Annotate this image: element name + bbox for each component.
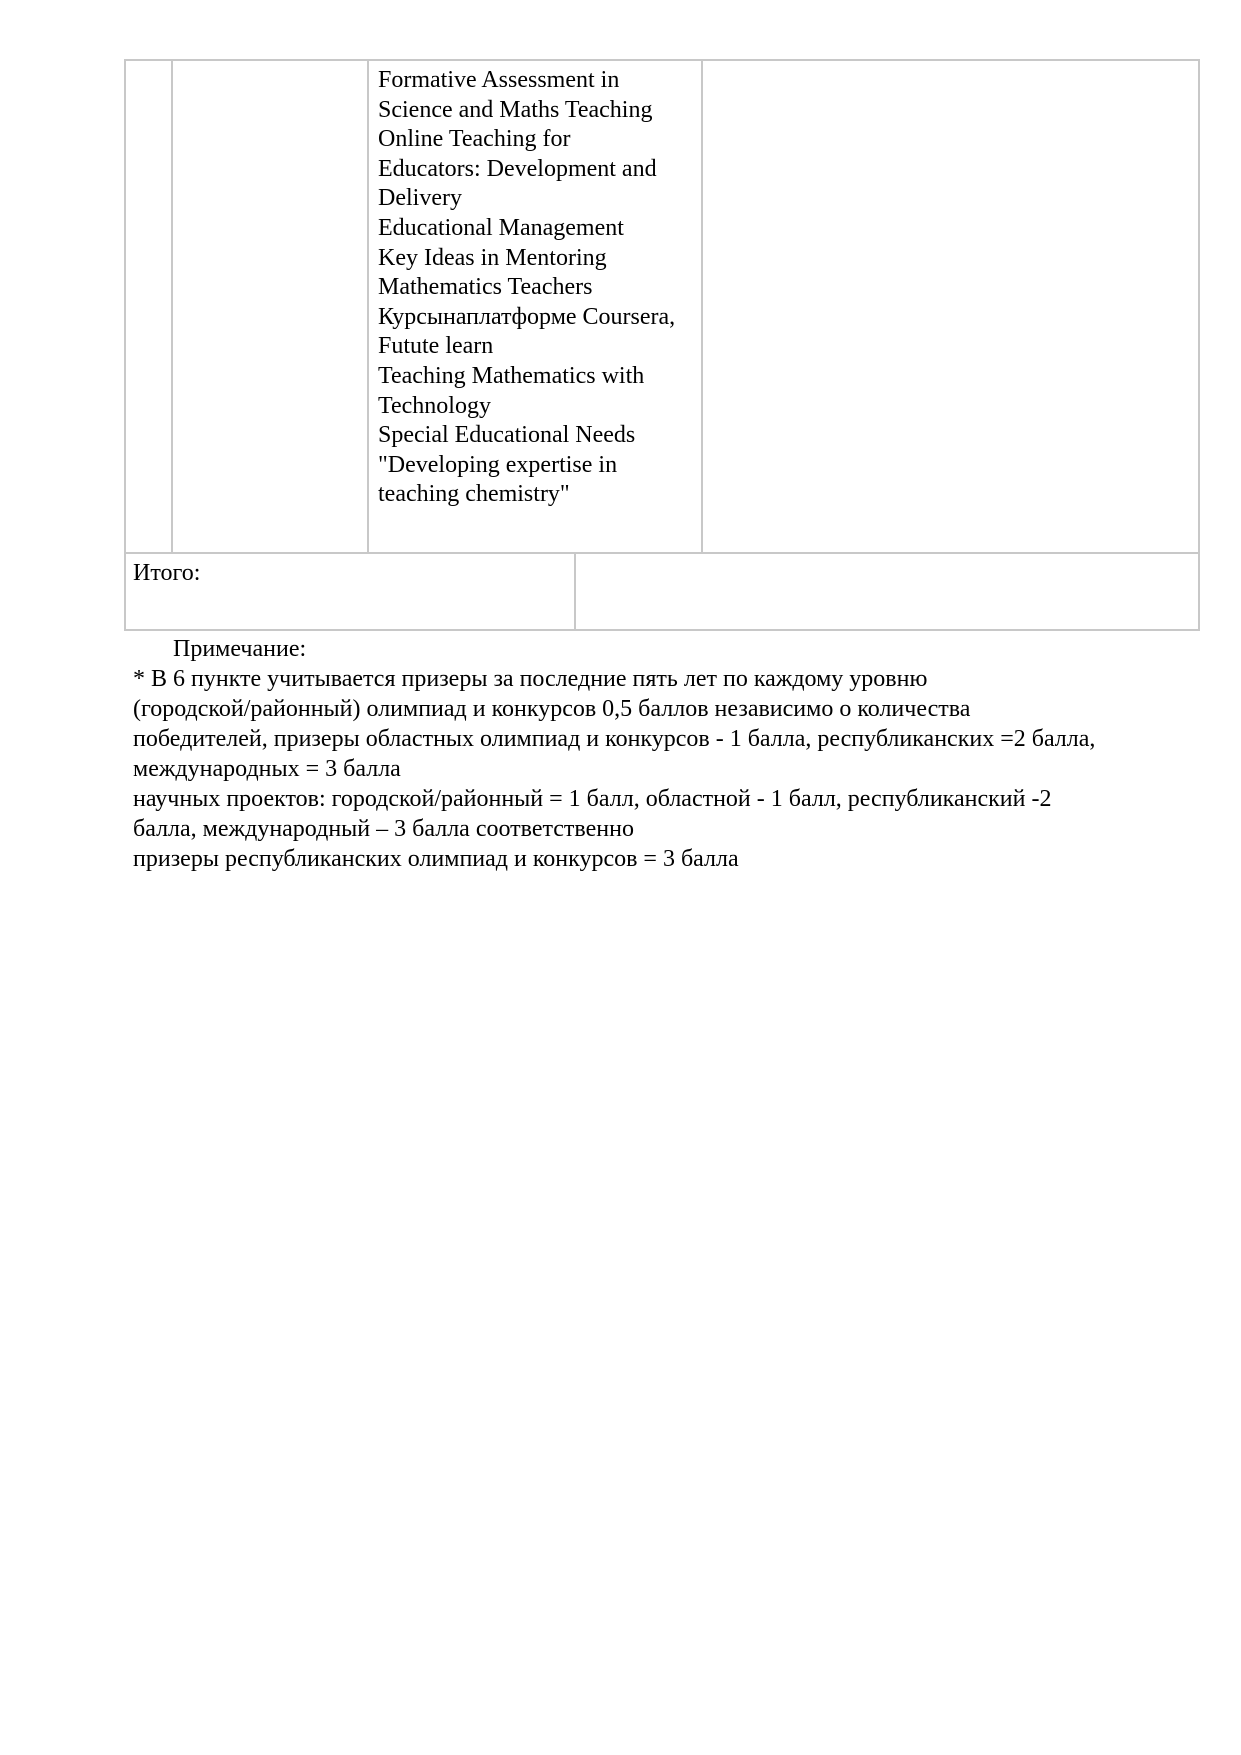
table-column-divider-1: [171, 59, 173, 553]
note-title: Примечание:: [173, 636, 307, 662]
course-line: Delivery: [378, 185, 462, 212]
course-line: Futute learn: [378, 333, 494, 360]
course-line: Educational Management: [378, 214, 624, 241]
table-border-right: [1198, 59, 1200, 631]
note-line: (городской/районный) олимпиад и конкурсов 0,5 баллов независимо о количества: [133, 696, 971, 722]
course-line: Special Educational Needs: [378, 422, 636, 449]
course-line: teaching chemistry": [378, 481, 570, 508]
note-line: победителей, призеры областных олимпиад и конкурсов - 1 балла, республиканских =2 балла,: [133, 726, 1096, 752]
table-border-left: [124, 59, 126, 631]
table-total-divider: [574, 552, 576, 630]
total-label: Итого:: [133, 560, 201, 586]
note-line: * В 6 пункте учитывается призеры за последние пять лет по каждому уровню: [133, 666, 928, 692]
course-line: Teaching Mathematics with: [378, 362, 645, 389]
table-column-divider-2: [367, 59, 369, 553]
course-line: Technology: [378, 392, 491, 419]
course-line: Mathematics Teachers: [378, 274, 593, 301]
note-line: призеры республиканских олимпиад и конкурсов = 3 балла: [133, 846, 739, 872]
course-line: Online Teaching for: [378, 126, 571, 153]
course-line: Key Ideas in Mentoring: [378, 244, 607, 271]
table-border-top: [124, 59, 1200, 61]
course-line: Science and Maths Teaching: [378, 96, 653, 123]
table-border-bottom: [124, 629, 1200, 631]
table-row-divider: [124, 552, 1200, 554]
course-line: Educators: Development and: [378, 155, 657, 182]
note-line: международных = 3 балла: [133, 756, 401, 782]
note-line: балла, международный – 3 балла соответственно: [133, 816, 634, 842]
courses-list: [378, 66, 698, 510]
course-line: Курсынаплатформе Coursera,: [378, 303, 676, 330]
table-column-divider-3: [701, 59, 703, 553]
course-line: "Developing expertise in: [378, 451, 618, 478]
note: [133, 634, 1173, 874]
note-line: научных проектов: городской/районный = 1 балл, областной - 1 балл, республиканский -2: [133, 786, 1052, 812]
course-line: Formative Assessment in: [378, 67, 620, 93]
